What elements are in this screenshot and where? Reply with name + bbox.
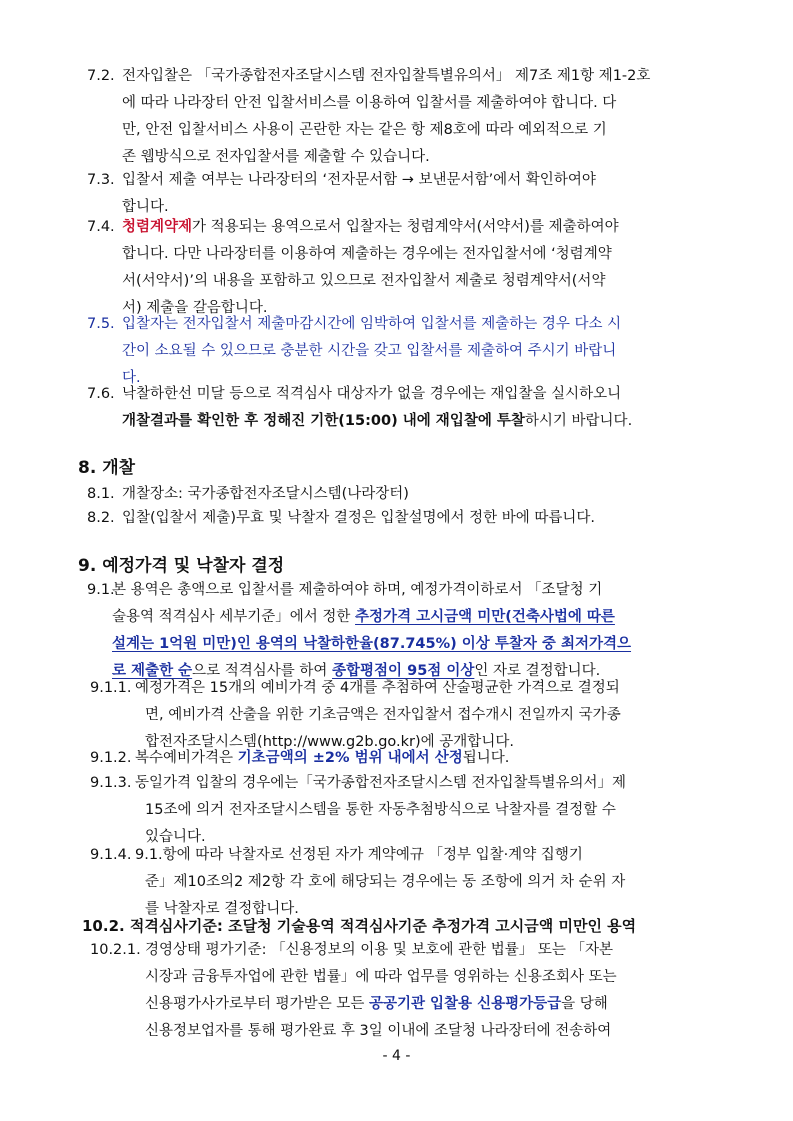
clause-number: 9.1.	[87, 582, 115, 598]
clause-line: 15조에 의거 전자조달시스템을 통한 자동추첨방식으로 낙찰자를 결정할 수	[145, 802, 616, 818]
clause-number: 7.6.	[87, 386, 115, 402]
clause-line: 입찰서 제출 여부는 나라장터의 ‘전자문서함 → 보낸문서함’에서 확인하여야	[122, 172, 596, 188]
clause-line: 낙찰하한선 미달 등으로 적격심사 대상자가 없을 경우에는 재입찰을 실시하오니	[122, 386, 622, 402]
section-title-10-2: 10.2. 적격심사기준: 조달청 기술용역 적격심사기준 추정가격 고시금액 미만인 용역	[82, 917, 637, 935]
clause-8-1	[87, 481, 727, 508]
clause-number: 7.3.	[87, 172, 115, 188]
clause-text: 복수예비가격은	[135, 750, 238, 766]
clause-line: 존 웹방식으로 전자입찰서를 제출할 수 있습니다.	[122, 149, 430, 165]
clause-7-2	[87, 63, 727, 173]
clause-line: 서(서약서)’의 내용을 포함하고 있으므로 전자입찰서 제출로 청렴계약서(서약	[122, 273, 606, 289]
clause-10-2-1	[90, 937, 730, 1047]
clause-line: 간이 소요될 수 있으므로 충분한 시간을 갖고 입찰서를 제출하여 주시기 바랍니	[122, 343, 617, 359]
clause-8-2	[87, 505, 727, 532]
clause-7-6	[87, 381, 727, 437]
highlight-integrity-contract: 청렴계약제	[122, 219, 193, 235]
clause-number: 8.2.	[87, 510, 115, 526]
clause-line	[135, 745, 509, 772]
clause-line	[122, 408, 632, 435]
clause-line: 만, 안전 입찰서비스 사용이 곤란한 자는 같은 항 제8호에 따라 예외적으로 기	[122, 122, 607, 138]
clause-line: 전자입찰은 「국가종합전자조달시스템 전자입찰특별유의서」 제7조 제1항 제1-2호	[122, 68, 651, 84]
emphasis-rebid: 개찰결과를 확인한 후 정해진 기한(15:00) 내에 재입찰에 투찰	[122, 413, 525, 429]
section-title-8: 8. 개찰	[78, 458, 136, 478]
clause-line: 입찰자는 전자입찰서 제출마감시간에 임박하여 입찰서를 제출하는 경우 다소 시	[122, 316, 622, 332]
clause-number: 10.2.1.	[90, 942, 141, 958]
clause-line: 신용정보업자를 통해 평가완료 후 3일 이내에 조달청 나라장터에 전송하여	[145, 1023, 612, 1039]
clause-text: 됩니다.	[462, 750, 510, 766]
clause-text: 을 당해	[561, 996, 608, 1012]
emphasis-base-amount-range: 기초금액의 ±2% 범위 내에서 산정	[237, 750, 463, 766]
clause-line: 합니다.	[122, 199, 169, 215]
clause-line: 에 따라 나라장터 안전 입찰서비스를 이용하여 입찰서를 제출하여야 합니다. 다	[122, 95, 617, 111]
clause-line: 다.	[122, 370, 141, 386]
section-title-9: 9. 예정가격 및 낙찰자 결정	[78, 556, 285, 576]
clause-text: 인 자로 결정합니다.	[474, 663, 601, 679]
page-number: - 4 -	[382, 1048, 411, 1064]
clause-number: 9.1.4.	[90, 847, 132, 863]
emphasis-lowest-rate: 설계는 1억원 미만)인 용역의 낙찰하한율(87.745%) 이상 투찰자 중 최저가격으	[112, 636, 632, 652]
clause-9-1-4	[90, 842, 730, 924]
clause-line	[112, 604, 615, 631]
clause-line	[122, 214, 619, 241]
clause-text: 으로 적격심사를 하여	[192, 663, 333, 679]
clause-line: 시장과 금융투자업에 관한 법률」에 따라 업무를 영위하는 신용조회사 또는	[145, 969, 617, 985]
clause-number: 8.1.	[87, 486, 115, 502]
clause-line: 개찰장소: 국가종합전자조달시스템(나라장터)	[122, 486, 409, 502]
clause-7-4	[87, 214, 727, 324]
emphasis-score-95: 종합평점이 95점 이상	[332, 663, 475, 679]
clause-line: 있습니다.	[145, 829, 206, 845]
clause-number: 7.2.	[87, 68, 115, 84]
clause-line: 면, 예비가격 산출을 위한 기초금액은 전자입찰서 접수개시 전일까지 국가종	[145, 707, 621, 723]
clause-line: 준」제10조의2 제2항 각 호에 해당되는 경우에는 동 조항에 의거 차 순위 자	[145, 874, 626, 890]
clause-9-1-3	[90, 770, 730, 852]
clause-number: 7.5.	[87, 316, 115, 332]
clause-line: 입찰(입찰서 제출)무효 및 낙찰자 결정은 입찰설명에서 정한 바에 따릅니다.	[122, 510, 596, 526]
emphasis-submission-order: 로 제출한 순	[112, 663, 193, 679]
clause-9-1	[87, 577, 727, 687]
clause-number: 9.1.2.	[90, 750, 132, 766]
clause-line: 예정가격은 15개의 예비가격 중 4개를 추첨하여 산술평균한 가격으로 결정되	[135, 680, 620, 696]
emphasis-estimated-price: 추정가격 고시금액 미만(건축사법에 따른	[355, 609, 615, 625]
clause-number: 7.4.	[87, 219, 115, 235]
clause-text: 가 적용되는 용역으로서 입찰자는 청렴계약서(서약서)를 제출하여야	[192, 219, 619, 235]
clause-line: 를 낙찰자로 결정합니다.	[145, 901, 299, 917]
clause-text: 하시기 바랍니다.	[524, 413, 633, 429]
emphasis-credit-rating: 공공기관 입찰용 신용평가등급	[368, 996, 562, 1012]
clause-line: 합전자조달시스템(http://www.g2b.go.kr)에 공개합니다.	[145, 734, 514, 750]
clause-number: 9.1.3.	[90, 775, 132, 791]
clause-line: 본 용역은 총액으로 입찰서를 제출하여야 하며, 예정가격이하로서 「조달청 기	[112, 582, 603, 598]
clause-line: 합니다. 다만 나라장터를 이용하여 제출하는 경우에는 전자입찰서에 ‘청렴계약	[122, 246, 612, 262]
clause-number: 9.1.1.	[90, 680, 132, 696]
clause-text: 술용역 적격심사 세부기준」에서 정한	[112, 609, 356, 625]
clause-9-1-2	[90, 745, 730, 772]
clause-line	[145, 991, 608, 1018]
clause-text: 신용평가사가로부터 평가받은 모든	[145, 996, 369, 1012]
clause-line: 9.1.항에 따라 낙찰자로 선정된 자가 계약예규 「정부 입찰·계약 집행기	[135, 847, 583, 863]
clause-line: 서) 제출을 갈음합니다.	[122, 300, 268, 316]
clause-line: 경영상태 평가기준: 「신용정보의 이용 및 보호에 관한 법률」 또는 「자본	[145, 942, 614, 958]
clause-line: 동일가격 입찰의 경우에는「국가종합전자조달시스템 전자입찰특별유의서」제	[135, 775, 627, 791]
